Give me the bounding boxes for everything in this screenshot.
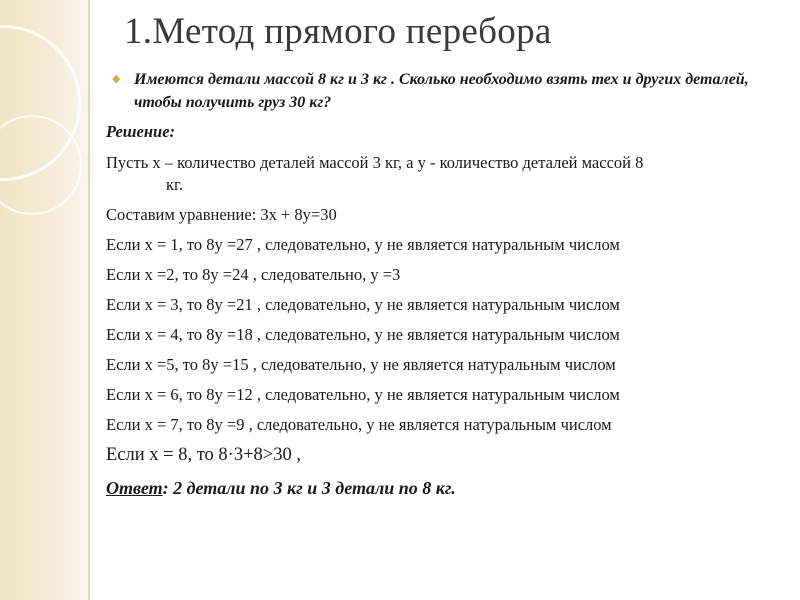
case-line-3: Если x = 3, то 8y =21 , следовательно, y не является натуральным числом: [106, 295, 620, 314]
problem-bullet: [106, 68, 786, 114]
equation-line: Составим уравнение: 3x + 8y=30: [106, 205, 337, 224]
problem-text: Имеются детали массой 8 кг и 3 кг . Сколько необходимо взять тех и других деталей, чтобы получить груз 30 кг?: [134, 71, 749, 111]
case-line-5: Если x =5, то 8y =15 , следовательно, y не является натуральным числом: [106, 355, 616, 374]
side-panel-edge: [88, 0, 90, 600]
case-line-1: Если x = 1, то 8y =27 , следовательно, y не является натуральным числом: [106, 235, 620, 254]
answer-text: : 2 детали по 3 кг и 3 детали по 8 кг.: [162, 478, 456, 498]
case-line-8: Если x = 8, то 8·3+8>30 ,: [106, 445, 301, 465]
decorative-side-panel: [0, 0, 88, 600]
case-line-4: Если x = 4, то 8y =18 , следовательно, y не является натуральным числом: [106, 325, 620, 344]
answer-label: Ответ: [106, 478, 163, 498]
slide-content: [106, 68, 786, 500]
let-statement: [106, 152, 786, 196]
let-statement-line-1: Пусть x – количество деталей массой 3 кг, а y - количество деталей массой 8: [106, 153, 644, 172]
case-line-2: Если x =2, то 8y =24 , следовательно, y =3: [106, 265, 401, 284]
bullet-diamond-icon: ◆: [112, 73, 121, 85]
case-line-6: Если x = 6, то 8y =12 , следовательно, y не является натуральным числом: [106, 385, 620, 404]
let-statement-line-2: кг.: [166, 175, 184, 194]
case-line-7: Если x = 7, то 8y =9 , следовательно, y не является натуральным числом: [106, 415, 612, 434]
slide-title: 1.Метод прямого перебора: [124, 11, 552, 52]
answer-line: [106, 476, 786, 500]
solution-label: Решение:: [106, 122, 176, 141]
